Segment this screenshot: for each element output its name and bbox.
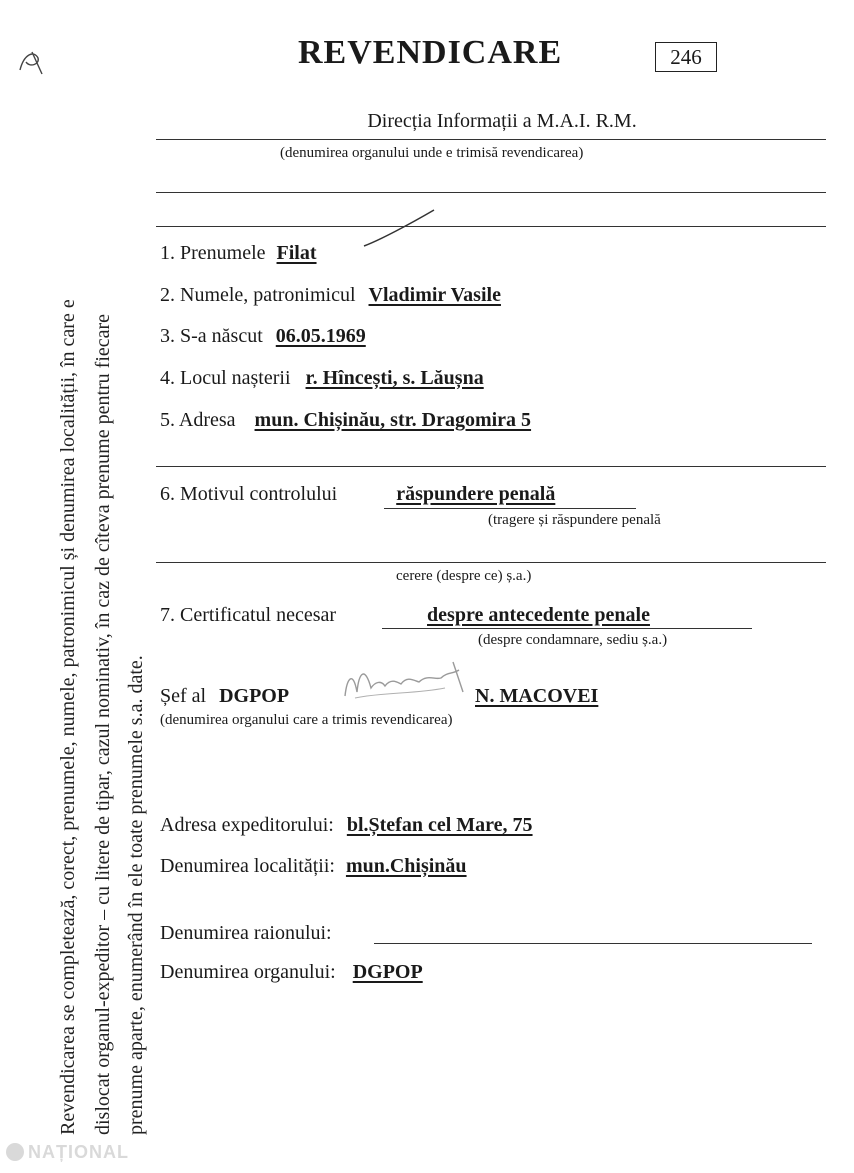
document-title: REVENDICARE	[298, 34, 563, 71]
document-number: 246	[655, 42, 717, 72]
signatory-line	[160, 685, 289, 708]
sender-address-label: Adresa expeditorului:	[160, 814, 334, 836]
field-birth-place-label: 4. Locul nașterii	[160, 367, 291, 389]
pen-stroke-mark	[360, 206, 440, 252]
national-logo-text: NAȚIONAL	[28, 1142, 129, 1162]
sender-district-label: Denumirea raionului:	[160, 922, 332, 944]
field-address-label: 5. Adresa	[160, 409, 236, 431]
control-reason-caption-2: cerere (despre ce) ș.a.)	[396, 568, 532, 584]
field-certificate-value: despre antecedente penale	[427, 604, 650, 626]
sender-organ-label: Denumirea organului:	[160, 961, 336, 983]
signature-image	[335, 652, 475, 708]
field-address-value: mun. Chișinău, str. Dragomira 5	[254, 409, 532, 431]
initial-mark-icon	[14, 44, 48, 78]
recipient-line	[156, 139, 826, 140]
sender-address-value: bl.Ștefan cel Mare, 75	[346, 814, 533, 836]
signatory-label: Șef al	[160, 685, 207, 707]
address-extra-line	[156, 466, 826, 467]
certificate-line	[382, 628, 752, 629]
control-reason-caption: (tragere și răspundere penală	[488, 512, 661, 528]
field-certificate	[160, 604, 650, 627]
field-control-reason-value: răspundere penală	[396, 483, 556, 505]
blank-line-1	[156, 192, 826, 193]
field-birth-date	[160, 325, 366, 348]
field-birth-place	[160, 367, 484, 390]
signatory-org: DGPOP	[219, 685, 290, 707]
control-reason-extra-line	[156, 562, 826, 563]
sender-locality-value: mun.Chișinău	[345, 855, 467, 877]
field-address	[160, 409, 531, 432]
sender-organ-value: DGPOP	[352, 961, 423, 983]
certificate-caption: (despre condamnare, sediu ș.a.)	[478, 632, 668, 648]
field-first-name	[160, 242, 317, 265]
field-control-reason	[160, 483, 555, 506]
sender-district	[160, 922, 332, 945]
field-birth-date-label: 3. S-a născut	[160, 325, 263, 347]
field-control-reason-label: 6. Motivul controlului	[160, 483, 338, 505]
field-surname-value: Vladimir Vasile	[368, 284, 501, 306]
side-note-line-2: dislocat organul-expeditor – cu litere de tipar, cazul nominativ, în caz de cîteva prenume pentru fiecare	[92, 313, 114, 1135]
signatory-name: N. MACOVEI	[475, 685, 599, 707]
field-first-name-value: Filat	[276, 242, 317, 264]
field-certificate-label: 7. Certificatul necesar	[160, 604, 337, 626]
recipient-caption: (denumirea organului unde e trimisă revendicarea)	[280, 145, 584, 161]
blank-line-2	[156, 226, 826, 227]
side-note-line-1: Revendicarea se completează, corect, prenumele, numele, patronimicul și denumirea localității, în care e	[57, 299, 79, 1135]
field-birth-place-value: r. Hîncești, s. Lăușna	[305, 367, 484, 389]
sender-organ	[160, 961, 423, 984]
field-first-name-label: 1. Prenumele	[160, 242, 266, 264]
sender-locality-label: Denumirea localității:	[160, 855, 335, 877]
sender-address	[160, 814, 533, 837]
sender-locality	[160, 855, 467, 878]
field-birth-date-value: 06.05.1969	[275, 325, 366, 347]
national-logo	[6, 1142, 129, 1163]
signatory-caption: (denumirea organului care a trimis revendicarea)	[160, 712, 453, 728]
national-logo-icon	[6, 1143, 24, 1161]
field-surname-label: 2. Numele, patronimicul	[160, 284, 356, 306]
recipient-organ: Direcția Informații a M.A.I. R.M.	[367, 110, 637, 132]
sender-district-line	[374, 943, 812, 944]
field-surname	[160, 284, 501, 307]
side-note-line-3: prenume aparte, enumerând în ele toate prenumele s.a. date.	[125, 655, 147, 1135]
control-reason-line	[384, 508, 636, 509]
